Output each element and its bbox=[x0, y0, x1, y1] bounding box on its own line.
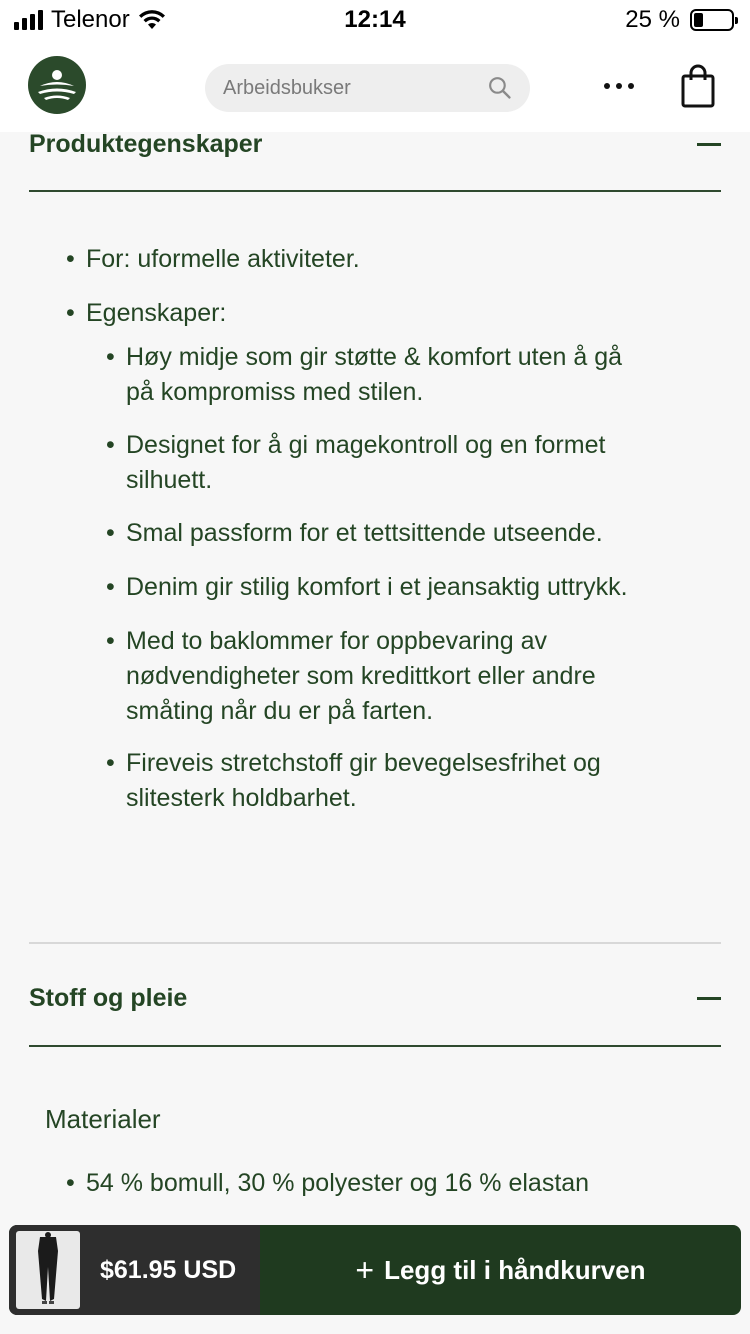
app-header bbox=[0, 42, 750, 132]
sub-list-item: • Denim gir stilig komfort i et jeansaktig uttrykk. bbox=[106, 573, 628, 601]
status-right bbox=[625, 6, 734, 34]
battery-percent: 25 % bbox=[625, 6, 680, 33]
list-item: • For: uformelle aktiviteter. bbox=[66, 245, 360, 273]
section-header-fabric[interactable] bbox=[29, 980, 721, 1016]
status-bar bbox=[0, 0, 750, 42]
shopping-bag-icon[interactable] bbox=[680, 64, 718, 108]
product-thumbnail bbox=[16, 1231, 80, 1309]
sub-list-item: • Designet for å gi magekontroll og en formet silhuett. bbox=[106, 431, 606, 494]
search-icon[interactable] bbox=[488, 74, 512, 102]
section-title-properties: Produktegenskaper bbox=[29, 129, 263, 158]
search-input[interactable] bbox=[223, 77, 488, 100]
more-icon[interactable] bbox=[604, 76, 640, 96]
sub-list-item: • Smal passform for et tettsittende utseende. bbox=[106, 519, 603, 547]
add-to-cart-label: Legg til i håndkurven bbox=[384, 1254, 646, 1285]
materials-label: Materialer bbox=[45, 1104, 161, 1134]
add-to-cart-button[interactable] bbox=[260, 1225, 741, 1315]
divider bbox=[29, 1045, 721, 1047]
divider bbox=[29, 942, 721, 944]
collapse-icon[interactable] bbox=[697, 997, 721, 1000]
logo-icon[interactable] bbox=[28, 56, 86, 114]
battery-icon bbox=[690, 9, 734, 31]
product-price: $61.95 USD bbox=[100, 1255, 237, 1284]
list-item: • 54 % bomull, 30 % polyester og 16 % elastan bbox=[66, 1169, 590, 1197]
section-title-fabric: Stoff og pleie bbox=[29, 983, 188, 1012]
add-to-cart-bar bbox=[9, 1225, 741, 1315]
sub-list-item: • Med to baklommer for oppbevaring av nødvendigheter som kredittkort eller andre småting når du er på farten. bbox=[106, 627, 596, 725]
divider bbox=[29, 190, 721, 192]
plus-icon: + bbox=[355, 1252, 375, 1288]
search-bar[interactable] bbox=[205, 64, 530, 112]
carrier-name: Telenor bbox=[51, 6, 130, 33]
list-item: • Egenskaper: bbox=[66, 299, 227, 327]
status-time: 12:14 bbox=[344, 6, 406, 33]
collapse-icon[interactable] bbox=[697, 143, 721, 146]
product-summary bbox=[9, 1225, 260, 1315]
sub-list-item: • Høy midje som gir støtte & komfort uten å gå på kompromiss med stilen. bbox=[106, 343, 622, 406]
section-header-properties[interactable] bbox=[29, 126, 721, 162]
sub-list-item: • Fireveis stretchstoff gir bevegelsesfrihet og slitesterk holdbarhet. bbox=[106, 749, 601, 812]
